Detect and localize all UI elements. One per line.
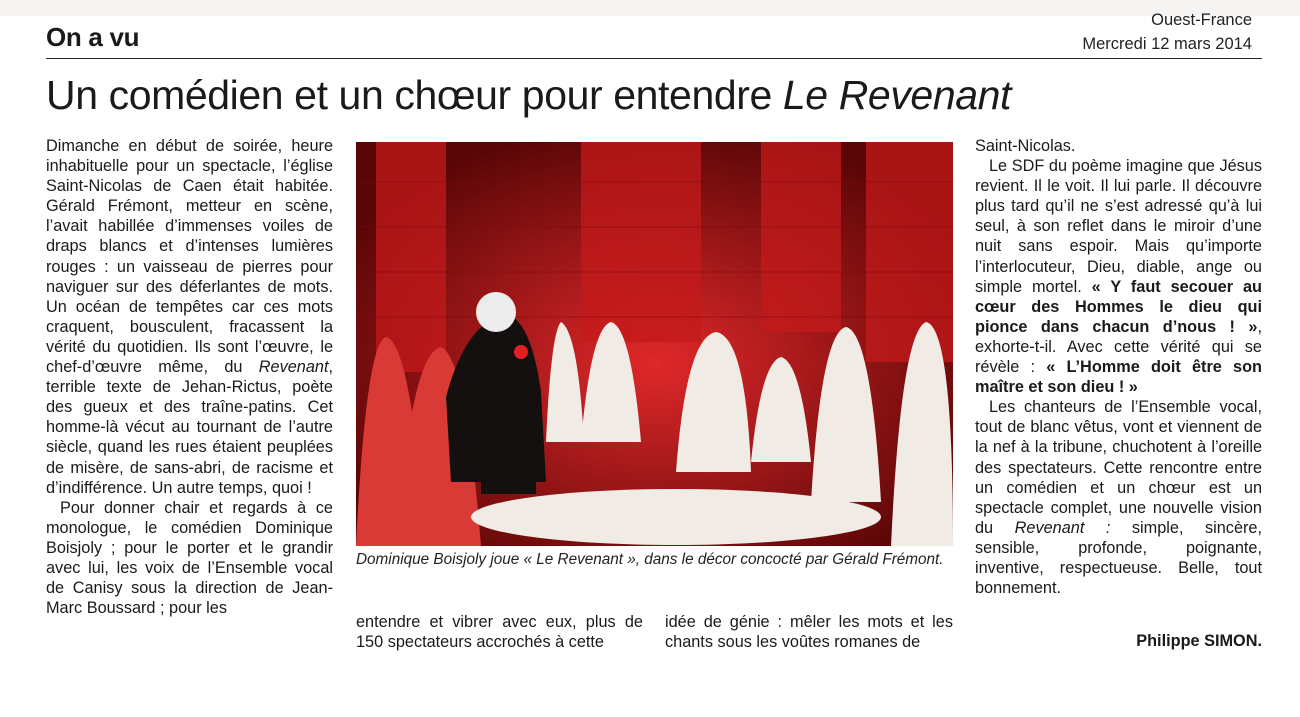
stage-illustration	[356, 142, 953, 546]
article-headline	[46, 72, 1011, 119]
stage-photo	[356, 142, 953, 546]
header-rule	[46, 58, 1262, 59]
headline-text: Un comédien et un chœur pour entendre	[46, 72, 783, 118]
photo-caption: Dominique Boisjoly joue « Le Revenant », dans le décor concocté par Gérald Frémont.	[356, 551, 944, 568]
paragraph: Dimanche en début de soirée, heure inhabituelle pour un spectacle, l’église Saint-Nicolas de Caen était habitée. Gérald Frémont, metteur en scène, l’avait habillée d’immenses voiles de draps blancs et d’intenses lumières rouges : un vaisseau de pierres pour naviguer sur des déferlantes de mots. Un océan de tempêtes car ces mots craquent, bousculent, fracassent la vérité du quotidien. Ils sont l’œuvre, le chef-d’œuvre même, du Revenant, terrible texte de Jehan-Rictus, poète des gueux et des traîne-patins. Cet homme-là vécut au tournant de l’autre siècle, quand les rues étaient peuplées de misère, de sans-abri, de racisme et d’indifférence. Un autre temps, quoi !	[46, 137, 333, 497]
headline-italic: Le Revenant	[782, 72, 1012, 118]
quote: « L’Homme doit être son maître et son dieu ! »	[975, 358, 1262, 397]
round-table	[471, 489, 881, 545]
article-column-2	[356, 612, 643, 652]
paragraph: Les chanteurs de l’Ensemble vocal, tout de blanc vêtus, vont et viennent de la nef à la tribune, chuchotent à l’oreille des spectateurs. Cette rencontre entre un comédien et un chœur est un spectacle complet, une nouvelle vision du Revenant : simple, sincère, sensible, profonde, poignante, inventive, respectueuse. Belle, tout bonnement.	[975, 398, 1263, 598]
paragraph: Saint-Nicolas.	[975, 137, 1076, 155]
article-column-1	[46, 136, 333, 618]
article-column-4	[975, 136, 1262, 598]
publication-meta	[1082, 8, 1252, 56]
paragraph: entendre et vibrer avec eux, plus de 150 spectateurs accrochés à cette	[356, 613, 643, 652]
red-flower-icon	[514, 345, 528, 359]
article-column-3	[665, 612, 953, 652]
publication-name: Ouest-France	[1151, 11, 1252, 29]
publication-date: Mercredi 12 mars 2014	[1082, 35, 1252, 53]
paragraph: Pour donner chair et regards à ce monologue, le comédien Dominique Boisjoly ; pour le porter et le grandir avec lui, les voix de l’Ensemble vocal de Canisy sous la direction de Jean-Marc Boussard ; pour les	[46, 498, 333, 618]
paragraph: idée de génie : mêler les mots et les chants sous les voûtes romanes de	[665, 613, 953, 652]
author-signature: Philippe SIMON.	[1136, 632, 1262, 650]
section-rubric: On a vu	[46, 22, 140, 52]
paragraph: Le SDF du poème imagine que Jésus revient. Il le voit. Il lui parle. Il découvre plus tard qu’il ne s’est adressé qu’à lui seul, à son reflet dans le miroir d’une nuit sans espoir. Mais qu’importe l’interlocuteur, Dieu, diable, ange ou simple mortel. « Y faut secouer au cœur des Hommes le dieu qui pionce dans chacun d’nous ! », exhorte-t-il. Avec cette vérité qui se révèle : « L’Homme doit être son maître et son dieu ! »	[975, 157, 1262, 397]
quote: « Y faut secouer au cœur des Hommes le dieu qui pionce dans chacun d’nous ! »	[975, 277, 1262, 336]
